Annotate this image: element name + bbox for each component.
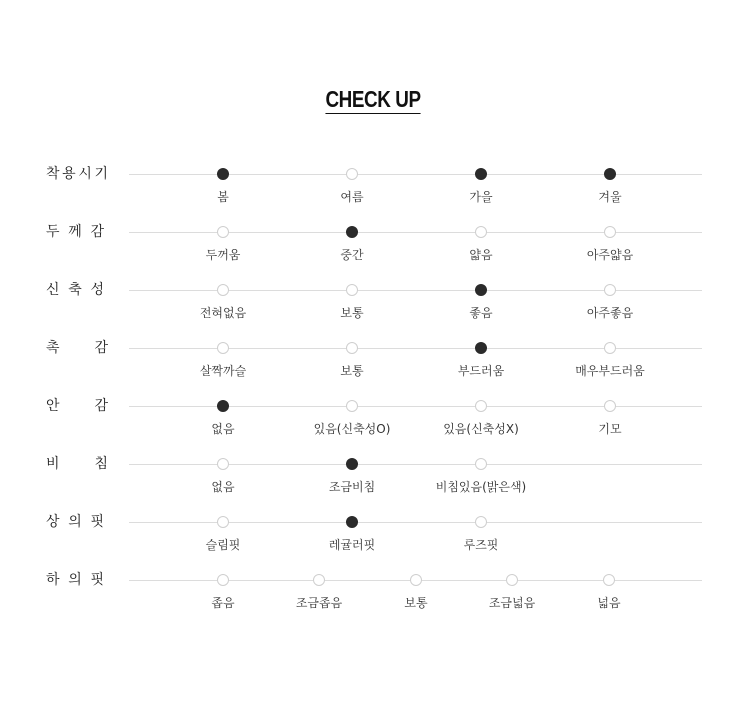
row-track-line — [129, 290, 702, 291]
selected-dot-icon — [217, 400, 229, 412]
option-label: 있음(신축성O) — [313, 422, 391, 436]
unselected-dot-icon — [506, 574, 518, 586]
row-label: 안 감 — [46, 398, 108, 414]
option-label: 아주얇음 — [586, 248, 634, 262]
unselected-dot-icon — [475, 226, 487, 238]
unselected-dot-icon — [346, 342, 358, 354]
row-track-line — [129, 406, 702, 407]
option-label: 보통 — [404, 596, 428, 610]
unselected-dot-icon — [475, 400, 487, 412]
option-label: 보통 — [340, 364, 364, 378]
option-label: 조금좁음 — [295, 596, 343, 610]
selected-dot-icon — [475, 168, 487, 180]
option-label: 넓음 — [597, 596, 621, 610]
unselected-dot-icon — [410, 574, 422, 586]
unselected-dot-icon — [604, 226, 616, 238]
row-label: 상 의 핏 — [46, 514, 104, 530]
option-label: 기모 — [598, 422, 622, 436]
row-track-line — [129, 522, 702, 523]
checkup-row — [0, 340, 747, 398]
option-label: 부드러움 — [457, 364, 505, 378]
row-label: 신 축 성 — [46, 282, 104, 298]
option-label: 슬림핏 — [205, 538, 241, 552]
option-label: 봄 — [217, 190, 229, 204]
row-label: 두 께 감 — [46, 224, 104, 240]
row-track-line — [129, 174, 702, 175]
unselected-dot-icon — [604, 400, 616, 412]
option-label: 여름 — [340, 190, 364, 204]
unselected-dot-icon — [217, 574, 229, 586]
option-label: 전혀없음 — [199, 306, 247, 320]
option-label: 겨울 — [598, 190, 622, 204]
option-label: 루즈핏 — [463, 538, 499, 552]
checkup-row — [0, 224, 747, 282]
option-label: 살짝까슬 — [199, 364, 247, 378]
option-label: 좁음 — [211, 596, 235, 610]
selected-dot-icon — [475, 342, 487, 354]
option-label: 있음(신축성X) — [443, 422, 519, 436]
selected-dot-icon — [346, 226, 358, 238]
option-label: 가을 — [469, 190, 493, 204]
unselected-dot-icon — [604, 284, 616, 296]
unselected-dot-icon — [217, 284, 229, 296]
option-label: 비침있음(밝은색) — [435, 480, 527, 494]
option-label: 없음 — [211, 422, 235, 436]
selected-dot-icon — [346, 458, 358, 470]
option-label: 매우부드러움 — [575, 364, 645, 378]
checkup-row — [0, 398, 747, 456]
row-label: 비 침 — [46, 456, 108, 472]
row-label: 하 의 핏 — [46, 572, 104, 588]
unselected-dot-icon — [346, 168, 358, 180]
checkup-row — [0, 456, 747, 514]
option-label: 레귤러핏 — [328, 538, 376, 552]
option-label: 아주좋음 — [586, 306, 634, 320]
unselected-dot-icon — [217, 342, 229, 354]
option-label: 없음 — [211, 480, 235, 494]
option-label: 좋음 — [469, 306, 493, 320]
selected-dot-icon — [217, 168, 229, 180]
unselected-dot-icon — [475, 458, 487, 470]
checkup-row — [0, 282, 747, 340]
row-track-line — [129, 232, 702, 233]
option-label: 보통 — [340, 306, 364, 320]
option-label: 중간 — [340, 248, 364, 262]
checkup-row — [0, 514, 747, 572]
row-label: 촉 감 — [46, 340, 108, 356]
option-label: 조금넓음 — [488, 596, 536, 610]
unselected-dot-icon — [346, 284, 358, 296]
checkup-header — [0, 86, 747, 114]
unselected-dot-icon — [603, 574, 615, 586]
unselected-dot-icon — [217, 516, 229, 528]
checkup-title: CHECK UP — [325, 86, 422, 112]
selected-dot-icon — [346, 516, 358, 528]
checkup-row — [0, 572, 747, 630]
option-label: 조금비침 — [328, 480, 376, 494]
row-track-line — [129, 464, 702, 465]
unselected-dot-icon — [217, 458, 229, 470]
row-track-line — [129, 348, 702, 349]
selected-dot-icon — [604, 168, 616, 180]
unselected-dot-icon — [217, 226, 229, 238]
checkup-row — [0, 166, 747, 224]
option-label: 두꺼움 — [205, 248, 241, 262]
row-label: 착 용 시 기 — [46, 166, 108, 182]
unselected-dot-icon — [346, 400, 358, 412]
unselected-dot-icon — [313, 574, 325, 586]
option-label: 얇음 — [469, 248, 493, 262]
unselected-dot-icon — [475, 516, 487, 528]
unselected-dot-icon — [604, 342, 616, 354]
selected-dot-icon — [475, 284, 487, 296]
